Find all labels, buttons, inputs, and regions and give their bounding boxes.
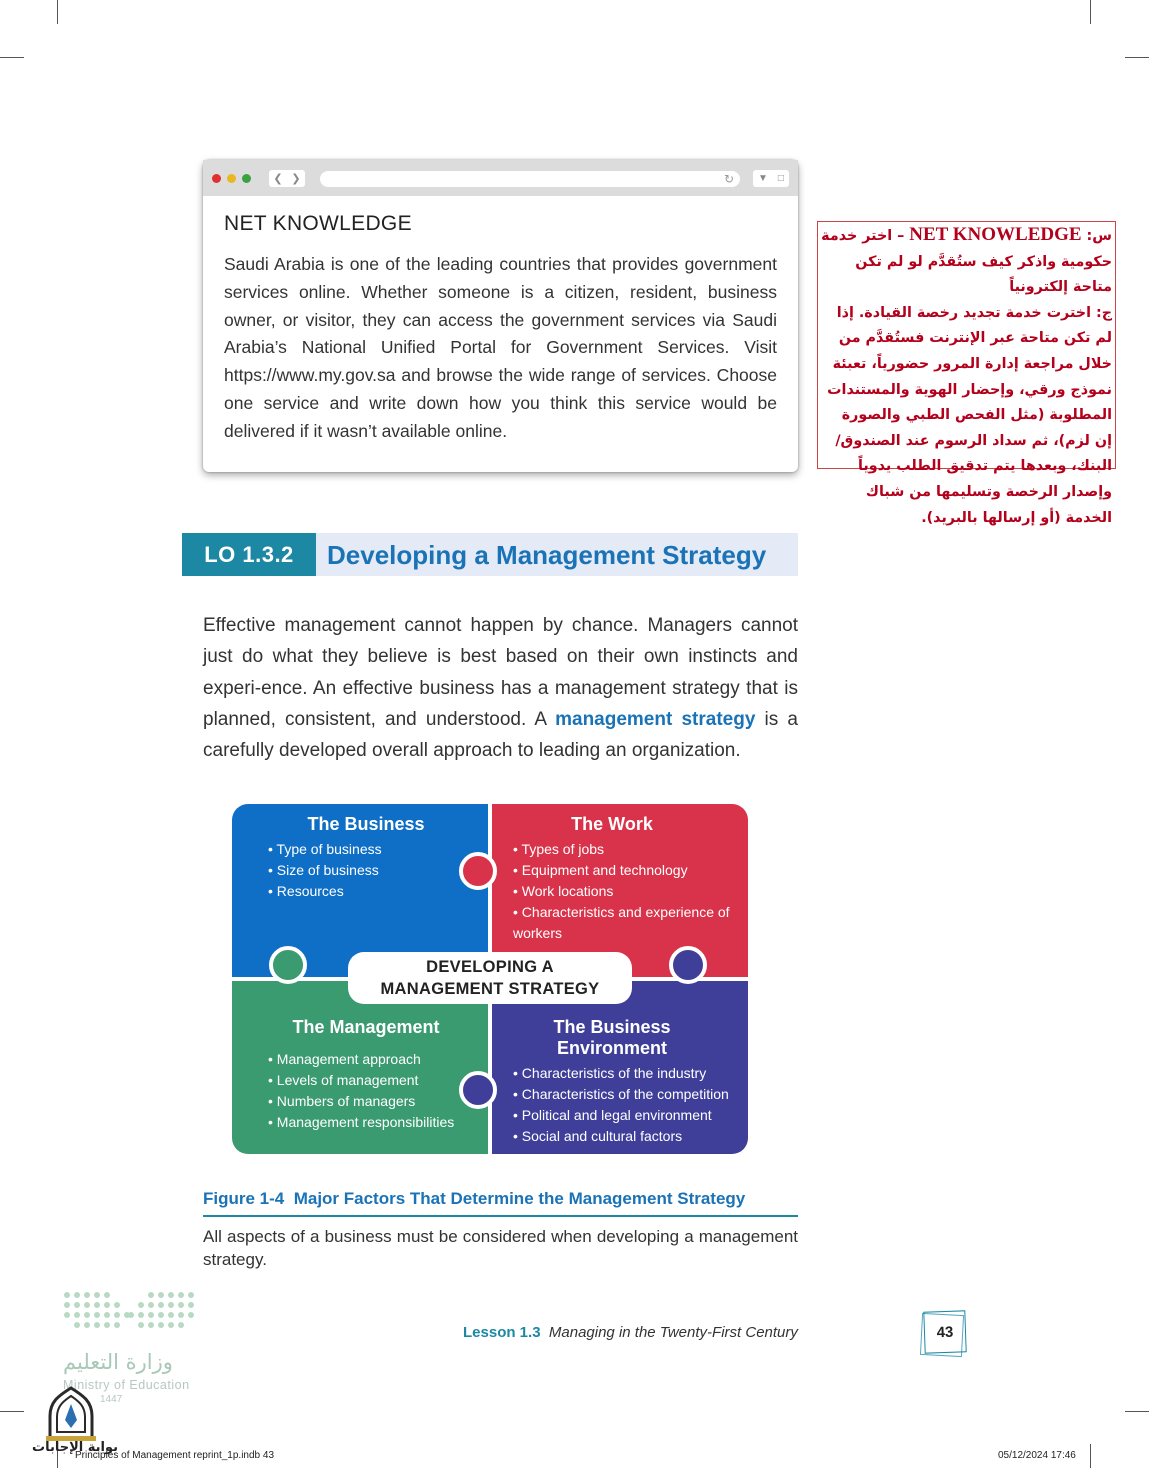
ministry-dot — [158, 1312, 164, 1318]
quadrant-title: The Management — [292, 1017, 440, 1037]
quadrant-list — [513, 839, 738, 944]
maximize-dot-icon — [242, 174, 251, 183]
ministry-dot — [178, 1292, 184, 1298]
print-date: 05/12/2024 17:46 — [998, 1450, 1076, 1461]
ministry-dot — [158, 1292, 164, 1298]
ministry-dot — [178, 1302, 184, 1308]
back-arrow-icon: ❮ — [273, 173, 283, 185]
list-item: • Size of business — [268, 860, 382, 881]
arabic-question-text: – اختر خدمة حكومية واذكر كيف ستُقدَّم لو لم تكن متاحة إلكترونياً — [821, 228, 1112, 296]
download-icon: ▼ — [758, 173, 768, 184]
crop-mark — [0, 57, 24, 58]
ministry-dot — [168, 1302, 174, 1308]
section-tag: LO 1.3.2 — [182, 533, 316, 576]
print-file-info: Principles of Management reprint_1p.indb 43 — [75, 1450, 275, 1461]
ministry-dot — [104, 1302, 110, 1308]
list-item: • Equipment and technology — [513, 860, 738, 881]
lesson-title: Managing in the Twenty-First Century — [548, 1324, 798, 1341]
lesson-label: Lesson 1.3 — [463, 1324, 541, 1341]
paragraph-text-1: Effective management cannot happen by chance. Managers cannot just do what they believe is best based on their own instincts and experi-ence. An effective business has a management strategy that is planned, consistent, and understood. A — [203, 615, 798, 730]
browser-extras — [753, 170, 789, 187]
ministry-dot — [148, 1292, 154, 1298]
ministry-dots-icon — [64, 1292, 198, 1338]
ministry-dot — [74, 1312, 80, 1318]
ministry-year: 1447 — [100, 1394, 123, 1405]
ministry-dot — [84, 1322, 90, 1328]
figure-title: Major Factors That Determine the Management Strategy — [293, 1189, 746, 1208]
forward-arrow-icon: ❯ — [291, 173, 301, 185]
ministry-dot — [168, 1322, 174, 1328]
ministry-dot — [104, 1312, 110, 1318]
ministry-dot — [64, 1302, 70, 1308]
url-bar — [320, 171, 740, 187]
ministry-dot — [148, 1302, 154, 1308]
puzzle-knob — [669, 946, 707, 984]
list-item: • Types of jobs — [513, 839, 738, 860]
figure-description: All aspects of a business must be considered when developing a management strategy. — [203, 1227, 798, 1269]
quadrant-list — [513, 1063, 729, 1147]
lesson-footer — [463, 1324, 798, 1341]
reload-icon: ↻ — [723, 172, 734, 186]
minimize-dot-icon — [227, 174, 236, 183]
center-label-line-2: MANAGEMENT STRATEGY — [380, 980, 600, 998]
list-item: • Characteristics of the competition — [513, 1084, 729, 1105]
ministry-dot — [74, 1292, 80, 1298]
ministry-dot — [104, 1292, 110, 1298]
nav-buttons — [269, 170, 305, 187]
page-number: 43 — [923, 1310, 966, 1353]
list-item: • Characteristics of the industry — [513, 1063, 729, 1084]
ministry-dot — [188, 1302, 194, 1308]
ministry-dot — [168, 1292, 174, 1298]
list-item: • Numbers of managers — [268, 1091, 454, 1112]
figure-label: Figure 1-4 — [203, 1189, 285, 1208]
quadrant-title: The Business — [307, 814, 425, 834]
answers-portal-logo-icon — [44, 1386, 98, 1442]
paragraph-text-2: is a carefully developed overall approach to leading an organization. — [203, 708, 798, 762]
quadrant-title: The Work — [571, 814, 653, 834]
ministry-dot — [114, 1322, 120, 1328]
ministry-name-english: Ministry of Education — [63, 1378, 190, 1392]
arabic-question-prefix: س: — [1086, 228, 1112, 244]
ministry-dot — [74, 1322, 80, 1328]
arabic-answer-text: ج: اخترت خدمة تجديد رخصة القيادة. إذا لم تكن متاحة عبر الإنترنت فستُقدَّم من خلال مراجعة إدارة المرور حضورياً، تعبئة نموذج ورقي، وإحضار الهوية والمستندات المطلوبة (مثل الفحص الطبي والصورة إن لزم)، ثم سداد الرسوم عند الصندوق/البنك، وبعدها يتم تدقيق الطلب يدوياً وإصدار الرخصة وتسليمها من شباك الخدمة (أو إرسالها بالبريد). — [827, 304, 1112, 526]
list-item: • Work locations — [513, 881, 738, 902]
crop-mark — [57, 0, 58, 24]
ministry-dot — [104, 1322, 110, 1328]
ministry-dot — [158, 1322, 164, 1328]
ministry-dot — [94, 1322, 100, 1328]
ministry-dot — [94, 1292, 100, 1298]
ministry-dot — [74, 1302, 80, 1308]
ministry-dot — [188, 1312, 194, 1318]
list-item: • Management approach — [268, 1049, 454, 1070]
ministry-dot — [148, 1322, 154, 1328]
ministry-dot — [114, 1302, 120, 1308]
browser-toolbar — [203, 160, 798, 196]
net-knowledge-box — [203, 160, 798, 472]
list-item: • Political and legal environment — [513, 1105, 729, 1126]
body-paragraph — [203, 610, 798, 766]
net-knowledge-body: Saudi Arabia is one of the leading countries that provides government services online. Whether someone is a citizen, resident, business owner, or visitor, they can access the government services via Saudi Arabia’s National Unified Portal for Government Services. Visit https://www.my.gov.sa and browse the wide range of services. Choose one service and write down how you think this service would be delivered if it wasn’t available online. — [224, 254, 777, 441]
quadrant-title: The Business Environment — [553, 1017, 671, 1058]
list-item: • Management responsibilities — [268, 1112, 454, 1133]
puzzle-knob — [269, 946, 307, 984]
quadrant-the-business-environment — [492, 981, 748, 1154]
ministry-dot — [64, 1292, 70, 1298]
list-item: • Characteristics and experience of workers — [513, 902, 738, 944]
caption-divider — [203, 1215, 798, 1217]
answers-portal-name: بوابة الإجابات — [32, 1440, 118, 1455]
crop-mark — [1125, 1411, 1149, 1412]
ministry-dot — [114, 1312, 120, 1318]
center-label-line-1: DEVELOPING A — [426, 958, 554, 976]
quadrant-list — [268, 839, 382, 902]
close-dot-icon — [212, 174, 221, 183]
list-item: • Levels of management — [268, 1070, 454, 1091]
arabic-answer-box — [817, 221, 1116, 526]
ministry-dot — [94, 1302, 100, 1308]
ministry-dot — [138, 1302, 144, 1308]
arabic-question-keyword: NET KNOWLEDGE — [909, 224, 1082, 245]
section-title: Developing a Management Strategy — [327, 540, 767, 570]
ministry-dot — [148, 1312, 154, 1318]
crop-mark — [1125, 57, 1149, 58]
ministry-name-arabic: وزارة التعليم — [63, 1350, 173, 1374]
net-knowledge-title: NET KNOWLEDGE — [224, 212, 412, 235]
crop-mark — [1090, 1444, 1091, 1468]
ministry-dot — [158, 1302, 164, 1308]
ministry-dot — [188, 1292, 194, 1298]
list-item: • Resources — [268, 881, 382, 902]
quadrant-the-management — [232, 981, 488, 1154]
crop-mark — [1090, 0, 1091, 24]
puzzle-knob — [459, 852, 497, 890]
quadrant-list — [268, 1049, 454, 1133]
ministry-dot — [128, 1312, 134, 1318]
ministry-dot — [168, 1312, 174, 1318]
center-label — [348, 952, 632, 1004]
list-item: • Type of business — [268, 839, 382, 860]
list-item: • Social and cultural factors — [513, 1126, 729, 1147]
ministry-dot — [84, 1302, 90, 1308]
strategy-puzzle-figure — [232, 804, 748, 1154]
paragraph-keyword: management strategy — [555, 708, 756, 730]
ministry-dot — [138, 1312, 144, 1318]
ministry-dot — [138, 1322, 144, 1328]
figure-caption — [203, 1189, 745, 1209]
ministry-dot — [178, 1312, 184, 1318]
fullscreen-icon: □ — [777, 173, 784, 184]
puzzle-knob — [459, 1071, 497, 1109]
ministry-dot — [84, 1312, 90, 1318]
crop-mark — [0, 1411, 24, 1412]
ministry-dot — [94, 1312, 100, 1318]
ministry-dot — [64, 1312, 70, 1318]
ministry-dot — [84, 1292, 90, 1298]
ministry-dot — [178, 1322, 184, 1328]
